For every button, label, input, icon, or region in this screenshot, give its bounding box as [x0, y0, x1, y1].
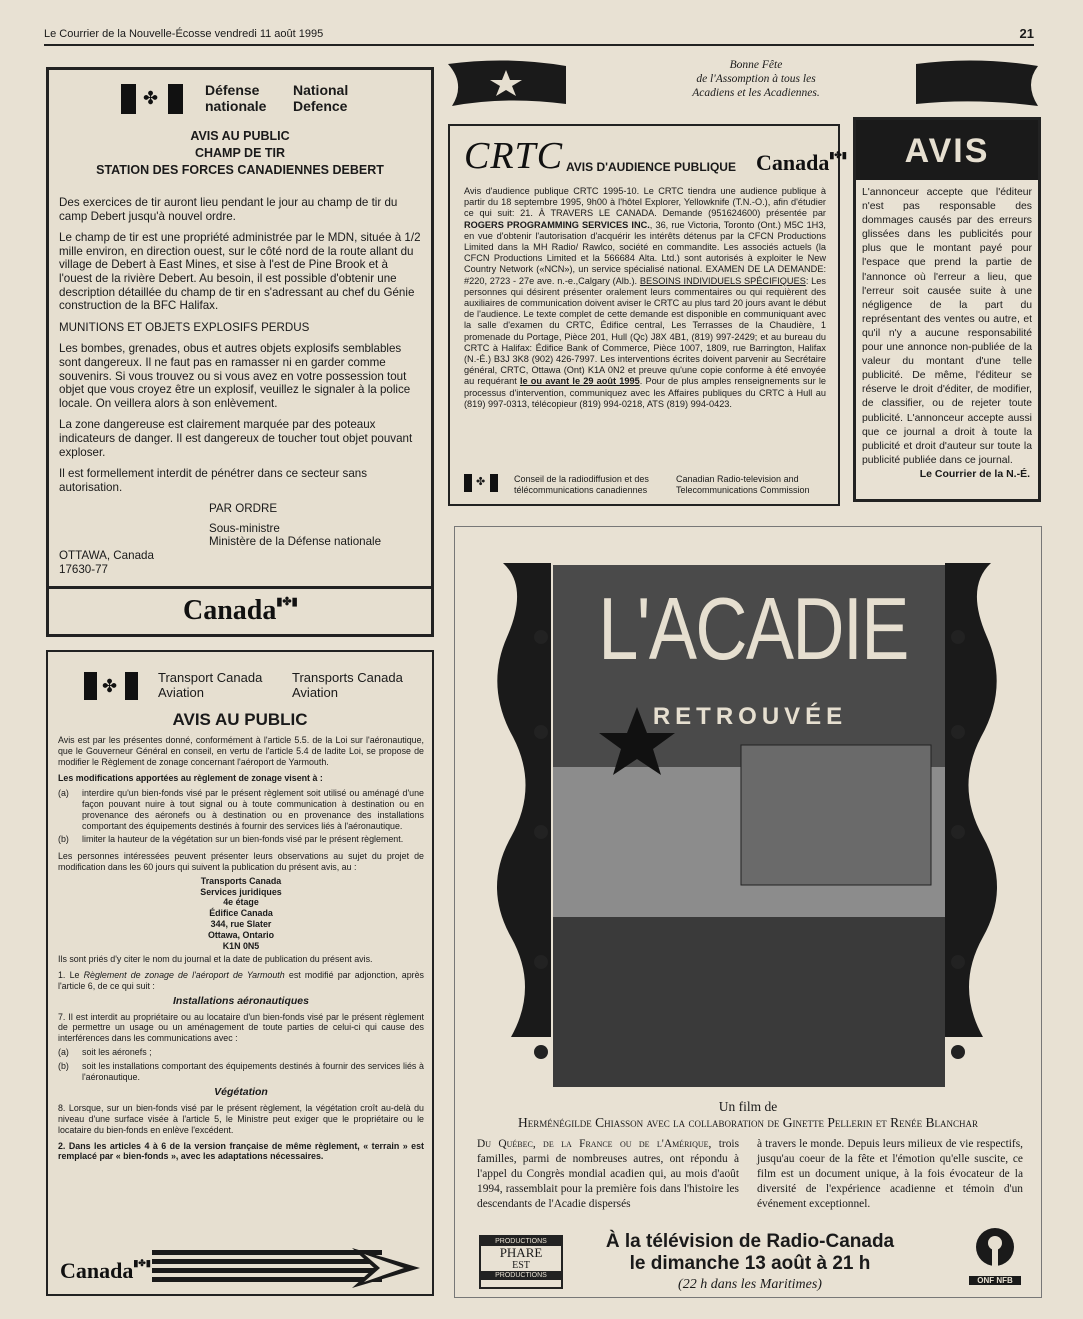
publisher-notice [853, 117, 1041, 502]
dnd-title-1: AVIS AU PUBLIC [190, 129, 290, 143]
airplane-stripes-icon [152, 1246, 422, 1292]
dnd-dept-en: National Defence [293, 82, 349, 114]
frame-dot [951, 1045, 965, 1059]
banner-line-1: Bonne Fête [729, 59, 783, 71]
dnd-dept-fr: Défense nationale [205, 82, 267, 114]
film-desc-1: Du Québec, de la France ou de l'Amérique, trois familles, parmi de nombreuses autres, ont répondu à l'appel du Congrès mondial acadien qui, au mois d'août 1994, rassemblait pour la première fois dans l'histoire les descendants de l'Acadie dispersés [477, 1138, 739, 1210]
tc-address: Transports Canada Services juridiques 4e étage Édifice Canada 344, rue Slater Ottawa, Ontario K1N 0N5 [200, 875, 282, 951]
tc-heading-3: Végétation [214, 1086, 268, 1099]
canada-flag-icon: ✤ [121, 84, 183, 114]
dnd-title-3: STATION DES FORCES CANADIENNES DEBERT [96, 163, 384, 177]
crtc-logo: CRTC [464, 135, 564, 177]
tc-para-5: 7. Il est interdit au propriétaire ou au locataire d'un bien-fonds visé par le présent règlement de permettre un usage ou un aménagement de toute parties de celui-ci qui cause des interférences dans les communications avec : [58, 1011, 424, 1044]
banner-line-3: Acadiens et les Acadiennes. [692, 87, 820, 99]
dnd-sign-3: Ministère de la Défense nationale [209, 535, 382, 549]
film-credit-2: Herménégilde Chiasson avec la collaboration de Ginette Pellerin et Renée Blanchar [517, 1115, 979, 1130]
frame-dot [534, 955, 548, 969]
tc-para-4: 1. Le Règlement de zonage de l'aéroport de Yarmouth est modifié par adjonction, après l'article 6, de ce qui suit : [58, 970, 424, 991]
tc-item-c: soit les aéronefs ; [82, 1046, 152, 1057]
flag-mini-icon: ▮✤▮ [276, 596, 298, 608]
frame-dot [951, 825, 965, 839]
canada-flag-icon: ✤ [464, 474, 498, 492]
dnd-para-5: Il est formellement interdit de pénétrer dans ce secteur sans autorisation. [59, 467, 368, 494]
film-desc-2: à travers le monde. Depuis leurs milieux de vie respectifs, jusqu'au coeur de la fête et l'émotion qu'elle suscite, ce film est un document unique, à la fois évocateur de la diversité de l'expérience acadienne et témoin d'un événement exceptionnel. [757, 1138, 1023, 1210]
tc-heading-1: Les modifications apportées au règlement de zonage visent à : [58, 773, 323, 784]
canada-wordmark: Canada▮✤▮ [756, 150, 847, 175]
dnd-para-3: Les bombes, grenades, obus et autres objets explosifs semblables sont dangereux. Il ne faut pas en ramasser ni en garder comme souvenirs. Si vous trouvez ou si vous avez en votre possession tout objet que vous croyez être un explosif, veuillez le signaler à la police locale. On veillera alors à son enlèvement. [59, 342, 411, 410]
tc-item-a: interdire qu'un bien-fonds visé par le présent règlement soit utilisé ou aménagé d'une façon pouvant nuire à tout signal ou à toute communication à destination ou en provenance des aéronefs ou à destination ou en provenance des installations comportant des équipements destinés à fournir des services liés à l'aéronautique. [82, 788, 424, 831]
dnd-location: OTTAWA, Canada [59, 549, 154, 563]
page-header [44, 24, 1034, 46]
tc-para-3: Ils sont priés d'y citer le nom du journal et la date de publication du présent avis. [58, 954, 373, 965]
canada-wordmark: Canada▮✤▮ [183, 595, 298, 626]
canada-wordmark: Canada▮✤▮ [60, 1258, 151, 1283]
canada-flag-icon: ✤ [84, 672, 138, 700]
crtc-notice [448, 124, 847, 506]
onf-nfb-logo: ONF NFB [969, 1227, 1021, 1287]
eye-man-icon [972, 1227, 1018, 1271]
crtc-body: Avis d'audience publique CRTC 1995-10. Le CRTC tiendra une audience publique à partir du 18 septembre 1995, 9h00 à l'hôtel Explorer, Yellowknife (T.N.-O.), afin d'étudier ce qui suit: 21. À TRAVERS LE CANADA. Demande (951624600) présentée par ROGERS PROGRAMMING SERVICES INC., 36, rue Victoria, Toronto (Ont.) M5C 1H3, en vue d'obtenir l'autorisation d'acquérir les intérêts détenus par la CFCN Productions Limited dans la MH Radio/ Rawlco, société en commandite. Les associés actuels (la CFCN Productions Limited et la 566684 Alta. Ltd.) sont autorisés à exploiter le New Country Network («NCN»), un service spécialisé national. EXAMEN DE LA DEMANDE: #220, 2723 - 27e ave. n.-e.,Calgary (Alb.). BESOINS INDIVIDUELS SPÉCIFIQUES: Les personnes qui désirent présenter oralement leurs commentaires ou qui requièrent des auxiliaires de communication doivent aviser le CRTC au plus tard 20 jours avant le début de l'audience. Le texte complet de cette demande est disponible en communiquant avec la salle d'examen du CRTC, Édifice central, Les Terrasses de la Chaudière, 1 promenade du Portage, Pièce 201, Hull (Qc) J8X 4B1, (819) 997-2429; et au bureau du CRTC à Halifax: Édifice Bank of Commerce, Pièce 1007, 1809, rue Barrington, Halifax (N.-É.) B3J 3K8 (902) 426-7997. Les interventions écrites doivent parvenir au Secrétaire général, CRTC, Ottawa (Ont) K1A 0N2 et preuve qu'une copie conforme à été envoyée au requérant le ou avant le 29 août 1995. Pour de plus amples renseignements sur le processus d'intervention, communiquez avec les Affaires publiques du CRTC à Hull au (819) 997-0313, télécopieur (819) 994-0218, ATS (819) 994-0423. [464, 186, 826, 409]
dnd-sign-2: Sous-ministre [209, 521, 280, 535]
avis-title: AVIS [856, 120, 1038, 180]
dnd-heading: MUNITIONS ET OBJETS EXPLOSIFS PERDUS [59, 320, 310, 334]
dnd-title-2: CHAMP DE TIR [194, 146, 286, 160]
film-subtitle: RETROUVÉE [652, 703, 848, 730]
film-credit-1: Un film de [718, 1099, 778, 1114]
frame-dot [951, 955, 965, 969]
dnd-sign-1: PAR ORDRE [209, 502, 278, 516]
dnd-para-4: La zone dangereuse est clairement marquée par des poteaux indicateurs de danger. Il est dangereux de toucher tout objet pouvant exploser. [59, 418, 413, 459]
assumption-banner [446, 56, 1040, 110]
tc-para-2: Les personnes intéressées peuvent présenter leurs observations au sujet du projet de modification dans les 60 jours qui suivent la publication du présent avis, au : [58, 851, 424, 872]
tv-line-3: (22 h dans les Maritimes) [678, 1277, 822, 1292]
avis-body: L'annonceur accepte que l'éditeur n'est pas responsable des dommages causés par des erreurs glissées dans les publicités pour plus que le montant payé pour l'espace que prend la partie de l'annonce où l'erreur a lieu, que l'erreur soit causée suite à une négligence de la part du représentant des ventes ou autre, et qu'il n'y a aucune responsabilité pour une annonce non-publiée de la valeur du montant d'une telle publicité. De même, l'éditeur se réserve le droit d'éditer, de modifier, de classifier, ou de rejeter toute publicité. L'annonceur accepte aussi que ce journal a droit à toute la publicité et droit d'auteur sur toute la publicité publiée dans ce journal. [862, 187, 1032, 466]
tc-title: AVIS AU PUBLIC [172, 710, 308, 729]
frame-dot [534, 1045, 548, 1059]
tc-para-7: 2. Dans les articles 4 à 6 de la version française de même règlement, « terrain » est remplacé par « bien-fonds », avec les adaptations nécessaires. [58, 1140, 424, 1162]
tc-para-6: 8. Lorsque, sur un bien-fonds visé par le présent règlement, la végétation croît au-delà du niveau d'une surface visée à l'article 5, le Ministre peut exiger que le propriétaire ou le locataire du bien-fonds en enlève l'excédent. [58, 1103, 424, 1135]
dnd-para-1: Des exercices de tir auront lieu pendant le jour au champ de tir du camp Debert jusqu'à nouvel ordre. [59, 196, 398, 223]
tc-item-d: soit les installations comportant des équipements destinés à fournir des services liés à l'aéronautique. [82, 1060, 424, 1082]
productions-logo: PRODUCTIONS PHARE EST PRODUCTIONS [479, 1235, 563, 1289]
tc-en-1: Transports Canada [292, 670, 403, 685]
film-title: L'ACADIE [598, 579, 908, 678]
dnd-para-2: Le champ de tir est une propriété administrée par le MDN, située à 1/2 mille environ, en direction ouest, sur le côté nord de la route allant du village de Debert à East Mines, et sise à l'est de Pine Brook et à l'ouest de la rivière Debert. Au besoin, il est possible d'obtenir une description détaillée du champ de tir en s'adressant au chef du Génie construction de la BFC Halifax. [59, 231, 421, 313]
crtc-footer-en: Canadian Radio-television and Telecommunications Commission [676, 474, 810, 495]
crtc-title: AVIS D'AUDIENCE PUBLIQUE [566, 160, 736, 174]
film-ad [454, 526, 1042, 1298]
banner-line-2: de l'Assomption à tous les [696, 73, 816, 85]
frame-dot [951, 725, 965, 739]
page-number: 21 [1019, 26, 1034, 41]
publication-line: Le Courrier de la Nouvelle-Écosse vendredi 11 août 1995 [44, 28, 324, 40]
tv-line-2: le dimanche 13 août à 21 h [629, 1253, 871, 1274]
frame-dot [534, 630, 548, 644]
transport-notice: ✤ Transport Canada Aviation Transports Canada Aviation AVIS AU PUBLIC Avis est par les présentes donné, conformément à l'article 5.5. de la Loi sur l'aéronautique, que le Gouverneur Général en conseil, en vertu de l'article 5.4 de ladite Loi, se propose de modifier le Règlement de zonage concernant l'aéroport de Yarmouth. Les modifications apportées au règlement de zonage visent à : (a) interdire qu'un bien-fonds visé par le présent règlement soit utilisé ou aménagé d'une façon pouvant nuire à tout signal ou à toute communication à destination ou en provenance des aéronefs ou à destination ou en provenance des installations comportant des équipements destinés à fournir des services liés à l'aéronautique. (b) limiter la hauteur de la végétation sur un bien-fonds visé par le présent règlement. Les personnes intéressées peuvent présenter leurs observations au sujet du projet de modification dans les 60 jours qui suivent la publication du présent avis, au : Transports Canada Services juridiques 4e étage Édifice Canada 344, rue Slater Ottawa, Ontario K1N 0N5 Ils sont priés d'y citer le nom du journal et la date de publication du présent avis. 1. Le Règlement de zonage de l'aéroport de Yarmouth est modifié par adjonction, après l'article 6, de ce qui suit : Installations aéronautiques 7. Il est interdit au propriétaire ou au locataire d'un bien-fonds visé par le présent règlement de permettre un usage ou un aménagement de toute parties de celui-ci qui cause des interférences dans les communications avec : (a) soit les aéronefs ; (b) soit les installations comportant des équipements destinés à fournir des services liés à l'aéronautique. Végétation 8. Lorsque, sur un bien-fonds visé par le présent règlement, la végétation croît au-delà du niveau d'une surface visée à l'article 5, le Ministre peut exiger que le propriétaire ou le locataire du bien-fonds en enlève l'excédent. 2. Dans les articles 4 à 6 de la version française de même règlement, « terrain » est remplacé par « bien-fonds », avec les adaptations nécessaires. Canada▮✤▮ [46, 650, 434, 1296]
tc-para-1: Avis est par les présentes donné, conformément à l'article 5.5. de la Loi sur l'aéronautique, que le Gouverneur Général en conseil, en vertu de l'article 5.4 de ladite Loi, se propose de modifier le Règlement de zonage concernant l'aéroport de Yarmouth. [58, 735, 424, 767]
tc-fr-1: Transport Canada [158, 670, 263, 685]
tc-fr-2: Aviation [158, 685, 205, 700]
frame-dot [534, 725, 548, 739]
avis-signature: Le Courrier de la N.-É. [919, 467, 1030, 480]
dnd-code: 17630-77 [59, 562, 108, 576]
tc-heading-2: Installations aéronautiques [173, 994, 309, 1007]
tv-line-1: À la télévision de Radio-Canada [605, 1231, 895, 1252]
dnd-notice [46, 67, 434, 637]
tc-item-b: limiter la hauteur de la végétation sur un bien-fonds visé par le présent règlement. [82, 834, 404, 845]
frame-dot [534, 825, 548, 839]
tc-en-2: Aviation [292, 685, 339, 700]
crtc-footer-fr: Conseil de la radiodiffusion et des télécommunications canadiennes [514, 474, 649, 495]
frame-dot [951, 630, 965, 644]
